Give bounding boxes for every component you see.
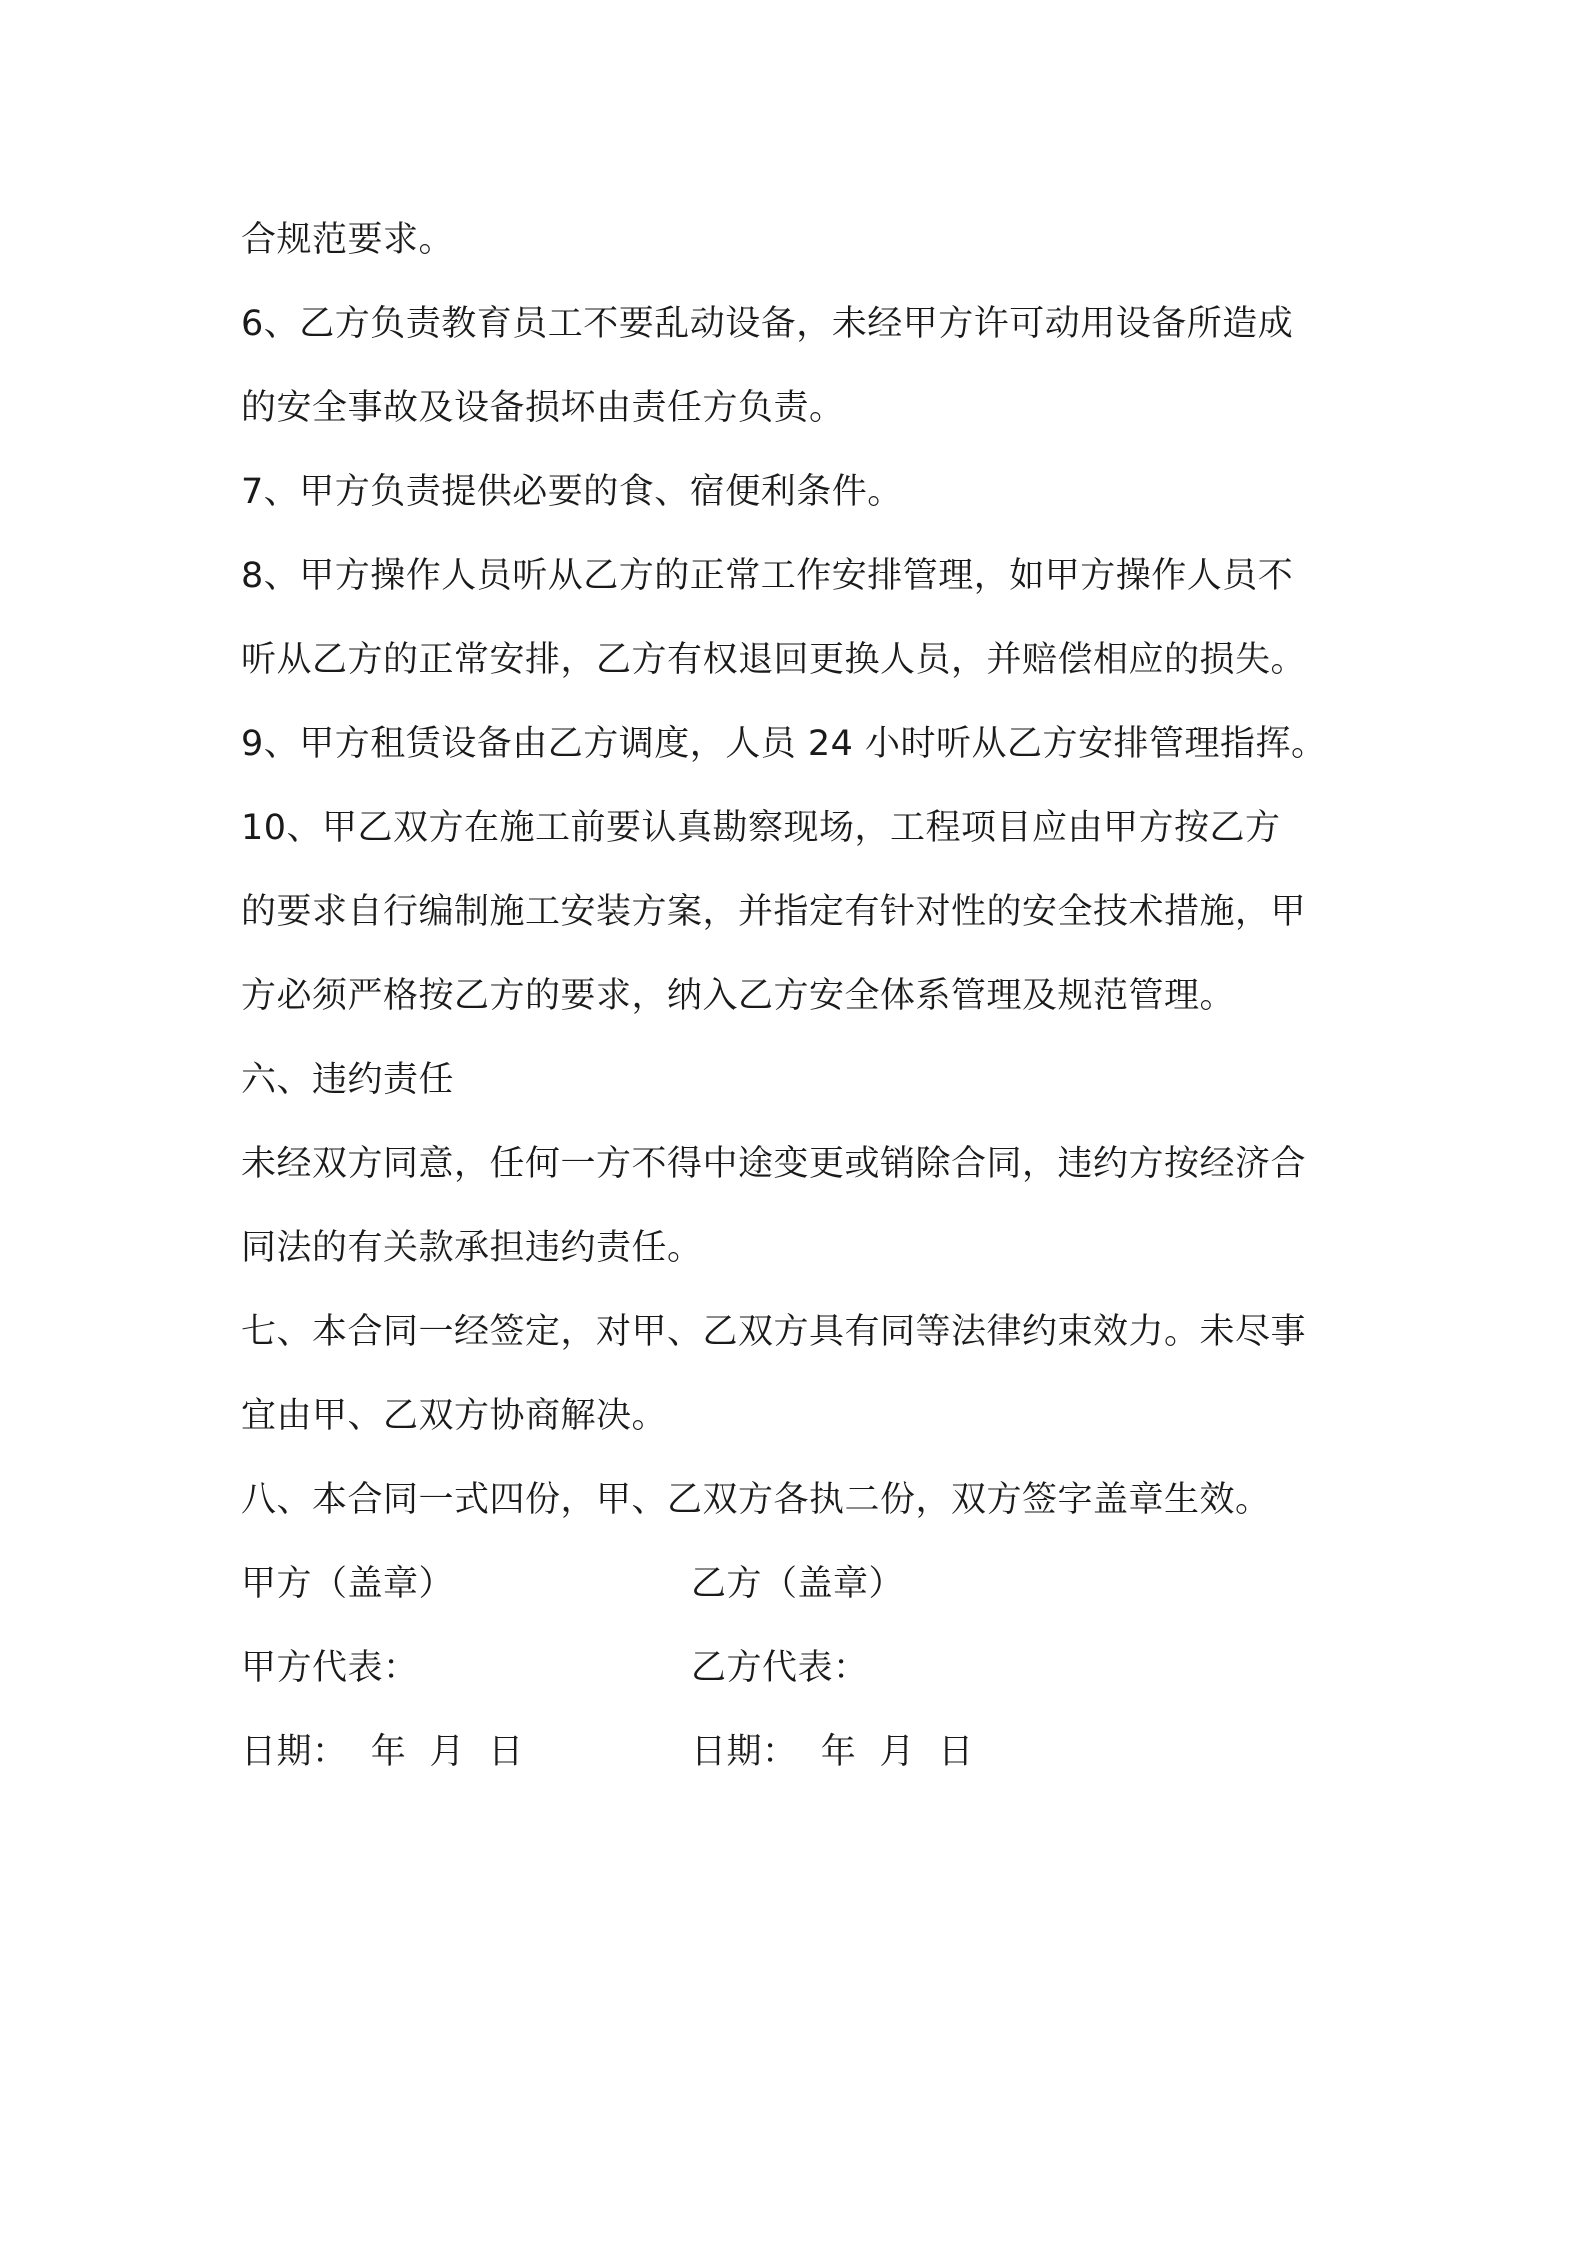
party-a-date: 日期： 年 月 日	[241, 1732, 524, 1772]
section-7-line-2: 宜由甲、乙双方协商解决。	[241, 1396, 668, 1436]
section-8: 八、本合同一式四份，甲、乙双方各执二份，双方签字盖章生效。	[241, 1480, 1271, 1520]
document-body	[241, 198, 1371, 1794]
clause-10-line-3: 方必须严格按乙方的要求，纳入乙方安全体系管理及规范管理。	[241, 976, 1236, 1016]
breach-line-2: 同法的有关款承担违约责任。	[241, 1228, 703, 1268]
section-7-line-1: 七、本合同一经签定，对甲、乙双方具有同等法律约束效力。未尽事	[241, 1312, 1307, 1352]
signature-date-row	[241, 1710, 1371, 1794]
clause-10-line-1: 10、甲乙双方在施工前要认真勘察现场，工程项目应由甲方按乙方	[241, 808, 1281, 848]
clause-8-line-1: 8、甲方操作人员听从乙方的正常工作安排管理，如甲方操作人员不	[241, 556, 1294, 596]
clause-10-line-2: 的要求自行编制施工安装方案，并指定有针对性的安全技术措施，甲	[241, 892, 1307, 932]
party-a-representative: 甲方代表：	[241, 1648, 419, 1688]
text-line: 合规范要求。	[241, 220, 455, 260]
clause-6-line-2: 的安全事故及设备损坏由责任方负责。	[241, 388, 845, 428]
signature-rep-row	[241, 1626, 1371, 1710]
clause-7: 7、甲方负责提供必要的食、宿便利条件。	[241, 472, 903, 512]
signature-seal-row	[241, 1542, 1371, 1626]
clause-6-line-1: 6、乙方负责教育员工不要乱动设备，未经甲方许可动用设备所造成	[241, 304, 1294, 344]
clause-8-line-2: 听从乙方的正常安排，乙方有权退回更换人员，并赔偿相应的损失。	[241, 640, 1307, 680]
clause-9: 9、甲方租赁设备由乙方调度，人员 24 小时听从乙方安排管理指挥。	[241, 724, 1327, 764]
party-b-representative: 乙方代表：	[691, 1648, 869, 1688]
party-b-date: 日期： 年 月 日	[691, 1732, 974, 1772]
breach-line-1: 未经双方同意，任何一方不得中途变更或销除合同，违约方按经济合	[241, 1144, 1307, 1184]
party-b-seal: 乙方（盖章）	[691, 1564, 905, 1604]
section-heading-breach: 六、违约责任	[241, 1060, 455, 1100]
party-a-seal: 甲方（盖章）	[241, 1564, 455, 1604]
